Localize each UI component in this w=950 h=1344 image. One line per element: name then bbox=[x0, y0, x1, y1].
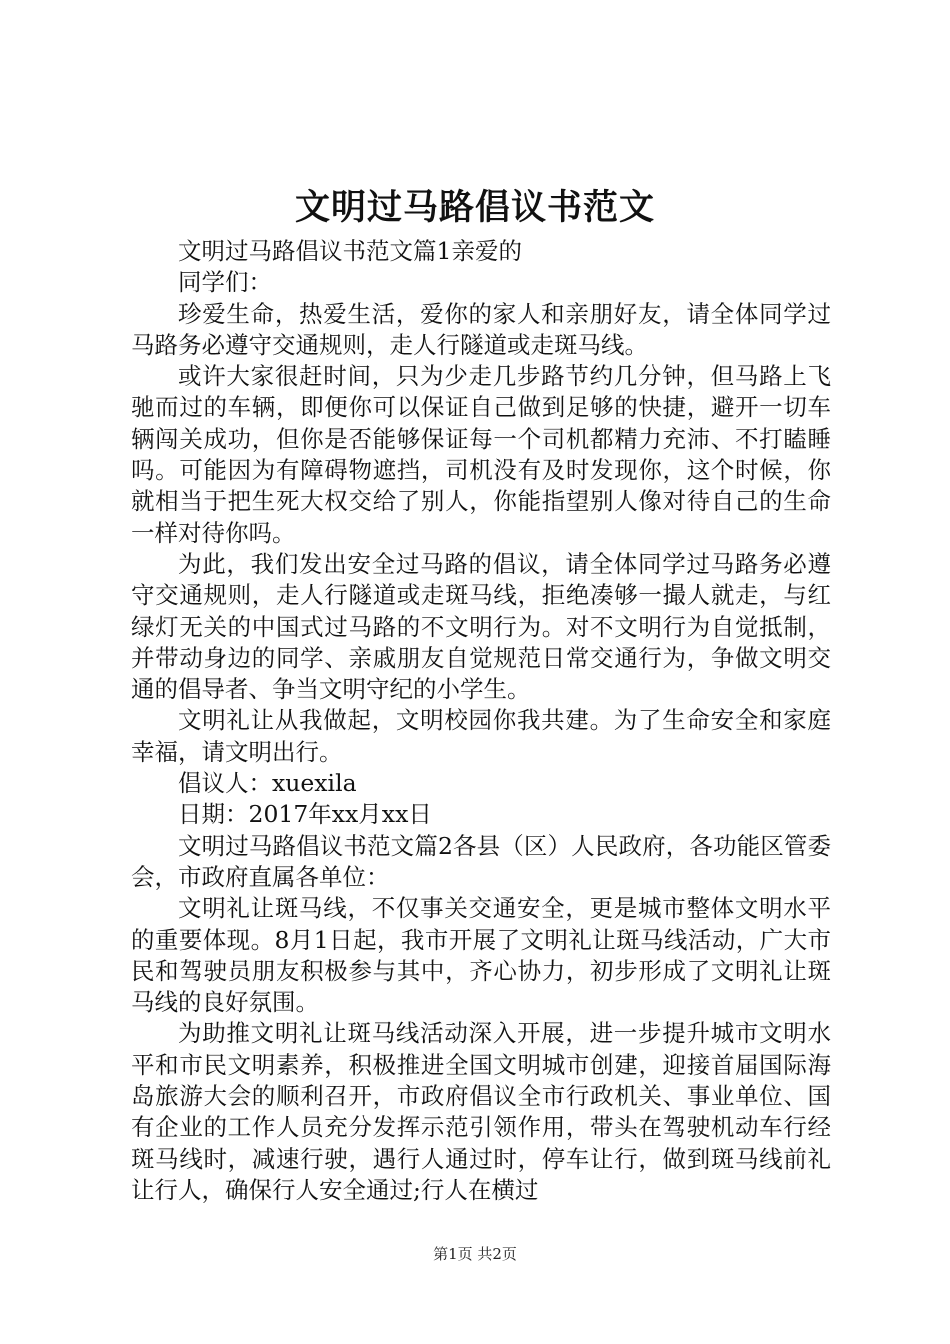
paragraph-hurry: 或许大家很赶时间，只为少走几步路节约几分钟，但马路上飞驰而过的车辆，即便你可以保证自己做到足够的快捷，避开一切车辆闯关成功，但你是否能够保证每一个司机都精力充沛、不打瞌睡吗。可能因为有障碍物遮挡，司机没有及时发现你，这个时候，你就相当于把生死大权交给了别人，你能指望别人像对待自己的生命一样对待你吗。 bbox=[131, 362, 831, 547]
paragraph-cherish-life: 珍爱生命，热爱生活，爱你的家人和亲朋好友，请全体同学过马路务必遵守交通规则，走人行隧道或走斑马线。 bbox=[131, 299, 831, 359]
paragraph-civility: 文明礼让从我做起，文明校园你我共建。为了生命安全和家庭幸福，请文明出行。 bbox=[131, 706, 831, 766]
paragraph-proposer: 倡议人：xuexila bbox=[178, 769, 357, 798]
paragraph-greeting: 同学们： bbox=[178, 268, 272, 297]
document-body bbox=[131, 236, 831, 1206]
paragraph-intro-1: 文明过马路倡议书范文篇1亲爱的 bbox=[178, 237, 522, 265]
document-title: 文明过马路倡议书范文 bbox=[294, 187, 655, 228]
paragraph-promote: 为助推文明礼让斑马线活动深入开展，进一步提升城市文明水平和市民文明素养，积极推进全国文明城市创建，迎接首届国际海岛旅游大会的顺利召开，市政府倡议全市行政机关、事业单位、国有企业的工作人员充分发挥示范引领作用，带头在驾驶机动车行经斑马线时，减速行驶，遇行人通过时，停车让行，做到斑马线前礼让行人，确保行人安全通过;行人在横过 bbox=[131, 1019, 831, 1204]
paragraph-zebra-crossing: 文明礼让斑马线，不仅事关交通安全，更是城市整体文明水平的重要体现。8月1日起，我市开展了文明礼让斑马线活动，广大市民和驾驶员朋友积极参与其中，齐心协力，初步形成了文明礼让斑马线的良好氛围。 bbox=[131, 894, 831, 1017]
paragraph-date: 日期：2017年xx月xx日 bbox=[178, 800, 432, 829]
paragraph-proposal: 为此，我们发出安全过马路的倡议，请全体同学过马路务必遵守交通规则，走人行隧道或走斑马线，拒绝凑够一撮人就走，与红绿灯无关的中国式过马路的不文明行为。对不文明行为自觉抵制，并带动身边的同学、亲戚朋友自觉规范日常交通行为，争做文明交通的倡导者、争当文明守纪的小学生。 bbox=[131, 549, 831, 704]
paragraph-intro-2: 文明过马路倡议书范文篇2各县（区）人民政府，各功能区管委会，市政府直属各单位： bbox=[131, 831, 831, 891]
page-footer: 第1页 共2页 bbox=[433, 1245, 517, 1263]
